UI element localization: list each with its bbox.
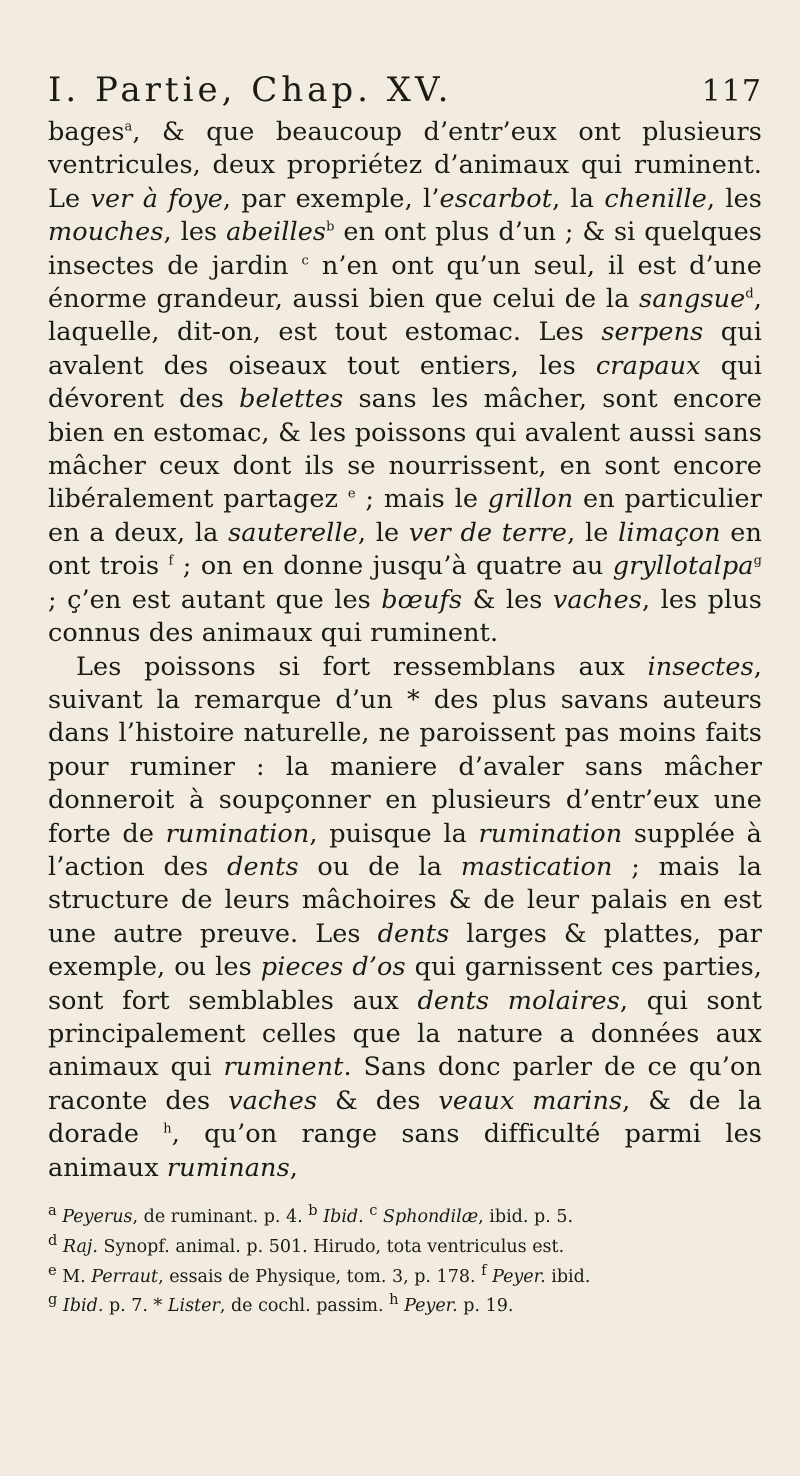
italic-text: vaches xyxy=(228,1085,318,1116)
italic-text: ver à foye xyxy=(90,183,223,214)
footnote-marker: g xyxy=(753,553,763,569)
italic-text: dents xyxy=(377,918,450,949)
italic-text: Ibid. xyxy=(323,1206,364,1227)
italic-text: ruminans xyxy=(166,1152,290,1183)
footnote-line: $^d$ Raj. Synopf. animal. p. 501. Hirudo, tota ventriculus est. xyxy=(48,1231,565,1257)
italic-text: abeilles xyxy=(226,217,327,248)
footnote-marker: f xyxy=(168,553,174,569)
running-header xyxy=(48,70,762,110)
footnote-line: $^a$ Peyerus, de ruminant. p. 4. $^b$ Ibid. $^c$ Sphondilæ, ibid. p. 5. xyxy=(48,1202,574,1227)
italic-text: gryllotalpa xyxy=(612,551,754,582)
italic-text: Peyer. xyxy=(404,1296,458,1317)
footnote-line: $^g$ Ibid. p. 7. * Lister, de cochl. passim. $^h$ Peyer. p. 19. xyxy=(48,1291,514,1317)
italic-text: dents molaires xyxy=(417,985,620,1016)
italic-text: pieces d’os xyxy=(260,952,406,983)
italic-text: ruminent xyxy=(223,1052,344,1083)
italic-text: sauterelle xyxy=(228,517,358,548)
italic-text: serpens xyxy=(601,317,704,348)
italic-text: insectes xyxy=(647,651,754,682)
italic-text: sangsue xyxy=(639,284,746,315)
italic-text: Lister xyxy=(167,1296,220,1317)
footnote-marker: d xyxy=(48,1231,58,1249)
italic-text: vaches xyxy=(552,584,642,615)
paragraph: bages$^a$, & que beaucoup d’entr’eux ont plusieurs ventricules, deux propriétez d’animaux qui ruminent. Le ver à foye, par exemple, l’escarbot, la chenille, les mouches, les abeilles$^b$ en ont plus d’un ; & si quelques insectes de jardin $^c$ n’en ont qu’un seul, il est d’une énorme grandeur, aussi bien que celui de la sangsue$^d$, laquelle, dit-on, est tout estomac. Les serpens qui avalent des oiseaux tout entiers, les crapaux qui dévorent des belettes sans les mâcher, sont encore bien en estomac, & les poissons qui avalent aussi sans mâcher ceux dont ils se nourrissent, en sont encore libéralement partagez $^e$ ; mais le grillon en particulier en a deux, la sauterelle, le ver de terre, le limaçon en ont trois $^f$ ; on en donne jusqu’à quatre au gryllotalpa$^g$ ; ç’en est autant que les bœufs & les vaches, les plus connus des animaux qui ruminent. xyxy=(48,117,763,649)
main-text xyxy=(48,116,762,1185)
footnote-marker: c xyxy=(369,1202,378,1219)
italic-text: dents xyxy=(227,851,299,882)
footnote-marker: b xyxy=(326,219,335,235)
footnote-marker: h xyxy=(389,1291,399,1309)
italic-text: grillon xyxy=(487,484,574,515)
italic-text: limaçon xyxy=(618,517,721,548)
italic-text: Perraut xyxy=(91,1266,159,1287)
italic-text: chenille xyxy=(604,183,707,214)
italic-text: Ibid. xyxy=(62,1296,104,1317)
footnote-marker: f xyxy=(481,1261,487,1279)
footnote-marker: b xyxy=(308,1202,318,1219)
italic-text: Peyer. xyxy=(492,1266,546,1287)
footnote-marker: a xyxy=(48,1202,57,1219)
chapter-heading: I. Partie, Chap. XV. xyxy=(48,70,453,110)
footnote-marker: e xyxy=(48,1261,57,1279)
footnote-marker: d xyxy=(745,286,754,302)
italic-text: ver de terre xyxy=(408,517,568,548)
page-number: 117 xyxy=(701,74,762,109)
footnote-marker: h xyxy=(163,1121,172,1137)
italic-text: escarbot xyxy=(439,183,553,214)
paragraph: Les poissons si fort ressemblans aux insectes, suivant la remarque d’un * des plus savans auteurs dans l’histoire naturelle, ne paroissent pas moins faits pour ruminer : la maniere d’avaler sans mâcher donneroit à soupçonner en plusieurs d’entr’eux une forte de rumination, puisque la rumination supplée à l’action des dents ou de la mastication ; mais la structure de leurs mâchoires & de leur palais en est une autre preuve. Les dents larges & plattes, par exemple, ou les pieces d’os qui garnissent ces parties, sont fort semblables aux dents molaires, qui sont principalement celles que la nature a données aux animaux qui ruminent. Sans donc parler de ce qu’on raconte des vaches & des veaux marins, & de la dorade $^h$, qu’on range sans difficulté parmi les animaux ruminans, xyxy=(48,651,762,1183)
footnote-marker: c xyxy=(301,253,309,269)
footnotes xyxy=(48,1199,762,1318)
italic-text: rumination xyxy=(478,818,623,849)
italic-text: mouches xyxy=(48,217,164,248)
italic-text: mastication xyxy=(460,851,613,882)
footnote-line: $^e$ M. Perraut, essais de Physique, tom. 3, p. 178. $^f$ Peyer. ibid. xyxy=(48,1261,591,1287)
italic-text: Raj. xyxy=(62,1236,98,1257)
footnote-marker: e xyxy=(347,486,356,502)
footnote-marker: a xyxy=(124,119,133,135)
italic-text: veaux marins xyxy=(438,1085,623,1116)
italic-text: belettes xyxy=(239,384,344,415)
footnote-marker: g xyxy=(48,1291,58,1309)
italic-text: Peyerus xyxy=(62,1206,133,1227)
italic-text: bœufs xyxy=(381,584,463,615)
italic-text: crapaux xyxy=(595,350,701,381)
italic-text: rumination xyxy=(165,818,310,849)
italic-text: Sphondilæ xyxy=(383,1206,479,1227)
